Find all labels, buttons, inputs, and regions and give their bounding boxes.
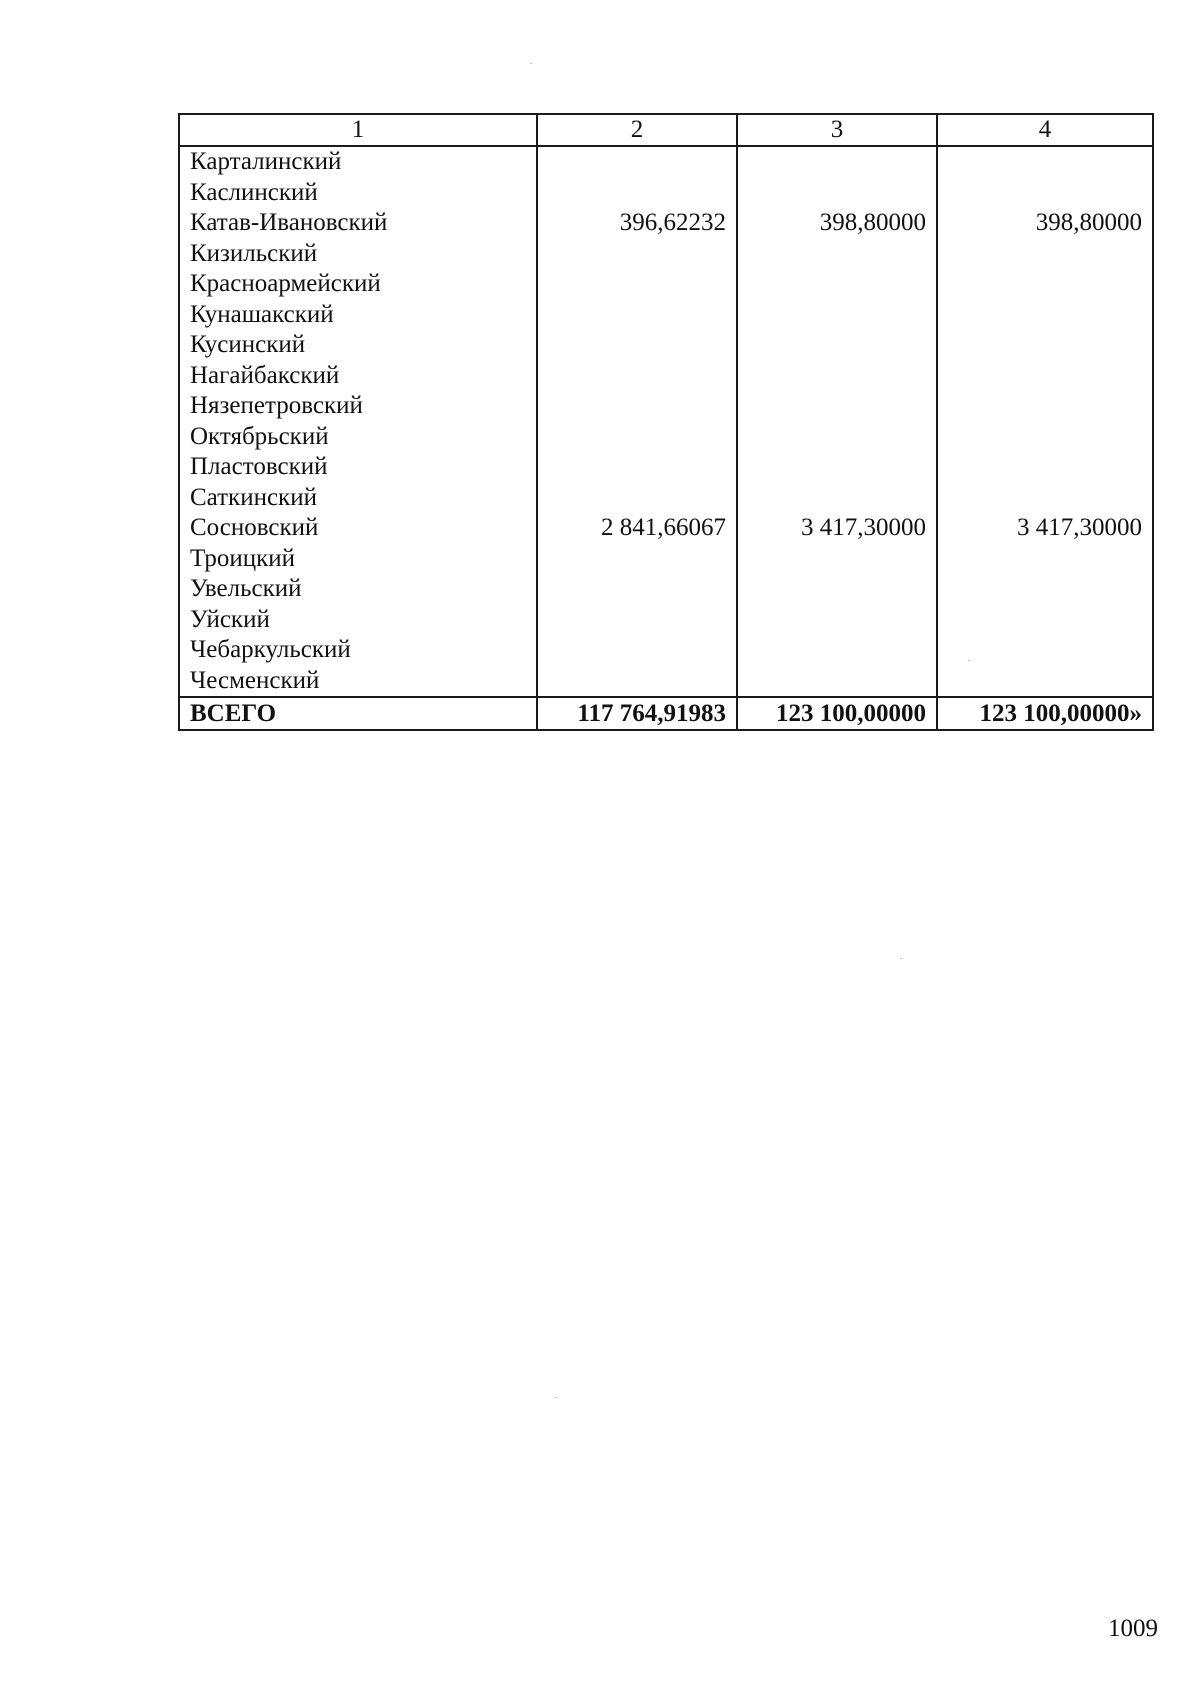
value-col-3: [737, 483, 937, 514]
district-name: Каслинский: [179, 178, 537, 209]
value-col-2: [537, 239, 737, 270]
value-col-3: [737, 269, 937, 300]
value-col-3: [737, 178, 937, 209]
value-col-2: [537, 635, 737, 666]
total-col-3: 123 100,00000: [737, 697, 937, 730]
table-row: [179, 239, 1153, 270]
value-col-2: [537, 666, 737, 698]
page-number: 1009: [1108, 1615, 1158, 1642]
district-name: Сосновский: [179, 513, 537, 544]
total-row: [179, 697, 1153, 730]
district-name: Саткинский: [179, 483, 537, 514]
value-col-3: [737, 391, 937, 422]
value-col-4: [937, 178, 1153, 209]
total-label: ВСЕГО: [179, 697, 537, 730]
value-col-4: [937, 483, 1153, 514]
table-row: [179, 483, 1153, 514]
value-col-4: [937, 666, 1153, 698]
district-name: Троицкий: [179, 544, 537, 575]
district-name: Кизильский: [179, 239, 537, 270]
table-body: [179, 146, 1153, 697]
value-col-4: [937, 544, 1153, 575]
table-row: [179, 300, 1153, 331]
district-name: Кунашакский: [179, 300, 537, 331]
total-col-4: 123 100,00000»: [937, 697, 1153, 730]
district-name: Кусинский: [179, 330, 537, 361]
table-row: [179, 361, 1153, 392]
value-col-2: [537, 330, 737, 361]
value-col-4: [937, 605, 1153, 636]
value-col-4: [937, 452, 1153, 483]
value-col-4: [937, 361, 1153, 392]
value-col-2: [537, 391, 737, 422]
value-col-3: [737, 666, 937, 698]
table-row: [179, 544, 1153, 575]
value-col-4: 398,80000: [937, 208, 1153, 239]
value-col-2: [537, 574, 737, 605]
value-col-4: [937, 574, 1153, 605]
table-row: [179, 330, 1153, 361]
value-col-3: [737, 605, 937, 636]
value-col-2: 396,62232: [537, 208, 737, 239]
value-col-4: [937, 146, 1153, 178]
value-col-4: 3 417,30000: [937, 513, 1153, 544]
table-row: [179, 605, 1153, 636]
value-col-3: [737, 300, 937, 331]
district-name: Увельский: [179, 574, 537, 605]
value-col-4: [937, 300, 1153, 331]
table-row: [179, 208, 1153, 239]
value-col-2: [537, 483, 737, 514]
value-col-2: [537, 178, 737, 209]
value-col-2: [537, 452, 737, 483]
value-col-2: [537, 146, 737, 178]
scan-speck: [530, 63, 532, 64]
value-col-4: [937, 269, 1153, 300]
table-row: [179, 269, 1153, 300]
value-col-4: [937, 391, 1153, 422]
value-col-2: [537, 361, 737, 392]
table-row: [179, 574, 1153, 605]
table-row: [179, 513, 1153, 544]
table-row: [179, 178, 1153, 209]
column-header-2: 2: [537, 114, 737, 146]
table-row: [179, 422, 1153, 453]
district-name: Нязепетровский: [179, 391, 537, 422]
value-col-3: 3 417,30000: [737, 513, 937, 544]
value-col-2: [537, 269, 737, 300]
value-col-3: [737, 452, 937, 483]
value-col-2: [537, 300, 737, 331]
value-col-2: [537, 605, 737, 636]
district-name: Нагайбакский: [179, 361, 537, 392]
table-row: [179, 666, 1153, 698]
district-name: Пластовский: [179, 452, 537, 483]
value-col-3: [737, 146, 937, 178]
total-col-2: 117 764,91983: [537, 697, 737, 730]
table-row: [179, 391, 1153, 422]
column-header-3: 3: [737, 114, 937, 146]
value-col-2: [537, 422, 737, 453]
value-col-4: [937, 239, 1153, 270]
value-col-3: 398,80000: [737, 208, 937, 239]
district-name: Чесменский: [179, 666, 537, 698]
district-name: Чебаркульский: [179, 635, 537, 666]
value-col-4: [937, 422, 1153, 453]
table-row: [179, 635, 1153, 666]
value-col-3: [737, 544, 937, 575]
table-row: [179, 146, 1153, 178]
value-col-2: 2 841,66067: [537, 513, 737, 544]
value-col-3: [737, 422, 937, 453]
header-row: [179, 114, 1153, 146]
district-name: Октябрьский: [179, 422, 537, 453]
value-col-3: [737, 361, 937, 392]
value-col-3: [737, 239, 937, 270]
district-name: Уйский: [179, 605, 537, 636]
budget-table: [178, 113, 1154, 731]
value-col-3: [737, 635, 937, 666]
value-col-2: [537, 544, 737, 575]
budget-table-container: [178, 113, 1152, 731]
scan-speck: [900, 958, 902, 959]
value-col-4: [937, 330, 1153, 361]
scan-speck: [555, 1397, 557, 1398]
table-row: [179, 452, 1153, 483]
value-col-4: [937, 635, 1153, 666]
column-header-1: 1: [179, 114, 537, 146]
district-name: Красноармейский: [179, 269, 537, 300]
value-col-3: [737, 330, 937, 361]
value-col-3: [737, 574, 937, 605]
district-name: Катав-Ивановский: [179, 208, 537, 239]
column-header-4: 4: [937, 114, 1153, 146]
district-name: Карталинский: [179, 146, 537, 178]
